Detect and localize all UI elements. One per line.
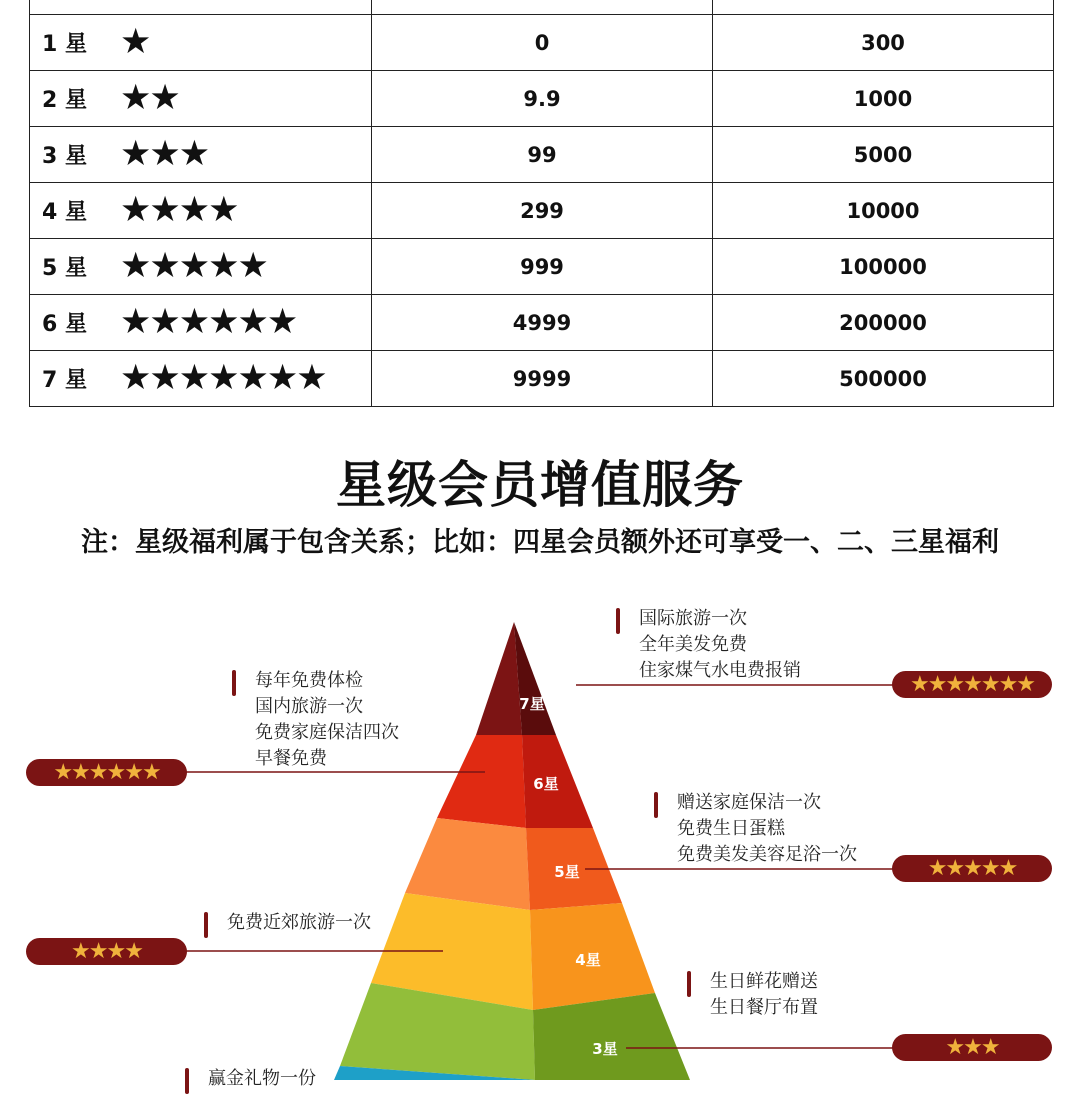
accent-bar — [204, 912, 208, 938]
level-label: 3 星 — [42, 144, 87, 169]
star-rating: ★★★ — [120, 134, 209, 174]
price-cell: 4999 — [372, 295, 713, 351]
benefit-line: 国内旅游一次 — [255, 696, 363, 717]
benefit-line: 赠送家庭保洁一次 — [677, 792, 821, 813]
benefit-line: 生日鲜花赠送 — [710, 971, 818, 992]
accent-bar — [232, 670, 236, 696]
benefits-4-star — [227, 910, 371, 936]
star-rating: ★★★★★★ — [120, 302, 297, 342]
accent-bar — [654, 792, 658, 818]
benefit-line: 全年美发免费 — [639, 634, 747, 655]
value-cell: 5000 — [713, 127, 1054, 183]
benefit-line: 生日餐厅布置 — [710, 997, 818, 1018]
accent-bar — [616, 608, 620, 634]
star-rating: ★★★★ — [120, 190, 238, 230]
tier-label-3: 3星 — [592, 1040, 618, 1058]
star-rating: ★★★★★ — [120, 246, 267, 286]
level-label: 1 星 — [42, 32, 87, 57]
benefits-7-star — [639, 606, 801, 684]
benefit-line: 住家煤气水电费报销 — [639, 660, 801, 681]
tier-6-left-face — [437, 735, 526, 828]
value-cell: 500000 — [713, 351, 1054, 407]
benefit-line: 免费近郊旅游一次 — [227, 912, 371, 933]
benefit-line: 国际旅游一次 — [639, 608, 747, 629]
accent-bar — [185, 1068, 189, 1094]
benefit-line: 免费家庭保洁四次 — [255, 722, 399, 743]
benefit-line: 免费生日蛋糕 — [677, 818, 785, 839]
benefit-line: 每年免费体检 — [255, 670, 363, 691]
level-label: 2 星 — [42, 88, 87, 113]
level-label: 5 星 — [42, 256, 87, 281]
star-badge-4: ★★★★ — [26, 938, 187, 965]
price-cell: 9.9 — [372, 71, 713, 127]
star-rating: ★ — [120, 22, 150, 62]
star-badge-7: ★★★★★★★ — [892, 671, 1052, 698]
accent-bar — [687, 971, 691, 997]
benefits-2-star — [208, 1066, 316, 1092]
value-cell: 200000 — [713, 295, 1054, 351]
value-cell: 10000 — [713, 183, 1054, 239]
tier-label-6: 6星 — [533, 775, 559, 793]
star-rating: ★★★★★★★ — [120, 358, 326, 398]
value-cell: 100000 — [713, 239, 1054, 295]
benefit-line: 免费美发美容足浴一次 — [677, 844, 857, 865]
star-badge-3: ★★★ — [892, 1034, 1052, 1061]
value-cell: 300 — [713, 15, 1054, 71]
benefits-3-star — [710, 969, 818, 1021]
tier-label-7: 7星 — [519, 695, 545, 713]
benefits-6-star — [255, 668, 399, 772]
tier-label-4: 4星 — [575, 951, 601, 969]
star-rating: ★★ — [120, 78, 179, 118]
price-cell: 999 — [372, 239, 713, 295]
benefit-line: 早餐免费 — [255, 748, 327, 769]
price-cell: 0 — [372, 15, 713, 71]
price-cell: 9999 — [372, 351, 713, 407]
star-badge-6: ★★★★★★ — [26, 759, 187, 786]
section-note: 注：星级福利属于包含关系；比如：四星会员额外还可享受一、二、三星福利 — [81, 527, 999, 558]
value-cell: 1000 — [713, 71, 1054, 127]
star-badge-5: ★★★★★ — [892, 855, 1052, 882]
price-cell: 99 — [372, 127, 713, 183]
level-label: 6 星 — [42, 312, 87, 337]
benefits-5-star — [677, 790, 857, 868]
level-label: 7 星 — [42, 368, 87, 393]
price-cell: 299 — [372, 183, 713, 239]
tier-7-left-face — [476, 622, 522, 735]
tier-label-5: 5星 — [554, 863, 580, 881]
level-label: 4 星 — [42, 200, 87, 225]
benefit-line: 赢金礼物一份 — [208, 1068, 316, 1089]
section-title: 星级会员增值服务 — [336, 456, 744, 514]
